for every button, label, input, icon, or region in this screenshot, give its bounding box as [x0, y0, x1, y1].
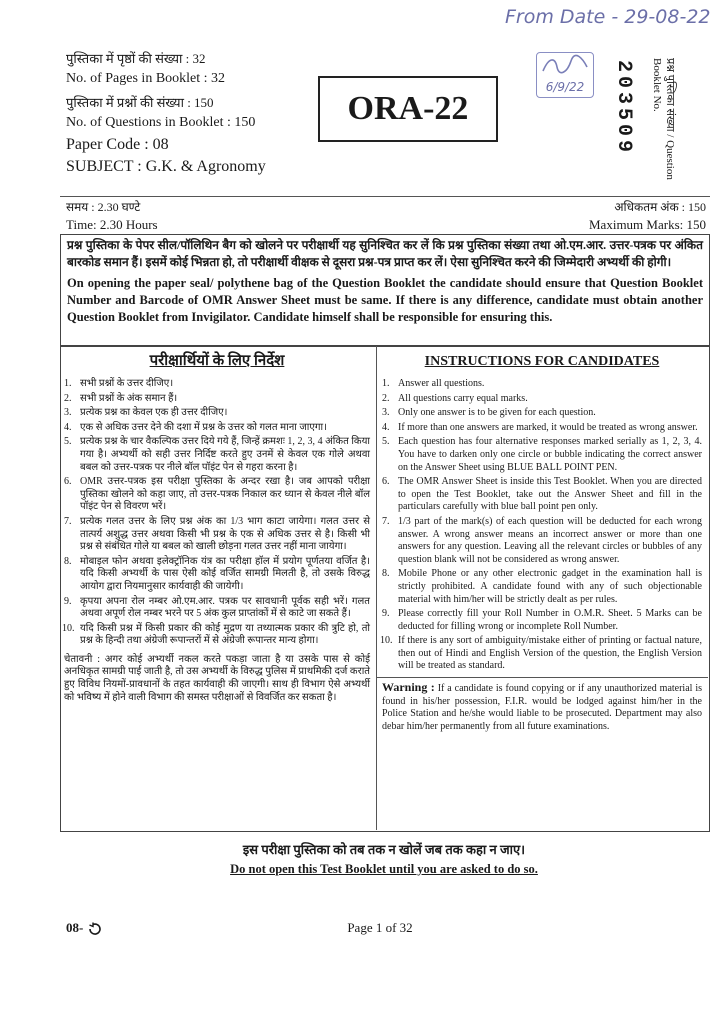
english-item-5: 5. Each question has four alternative responses marked serially as 1, 2, 3, 4. You have to darken only one circle or bubble indicating the correct answer on the Answer Sheet using BLUE BALL POINT PEN. — [382, 436, 702, 473]
hindi-instructions-list — [64, 378, 370, 648]
english-item-1: 1. Answer all questions. — [382, 378, 485, 389]
handwritten-date-note: From Date - 29-08-22 — [505, 6, 711, 28]
marks-hindi: अधिकतम अंक : 150 — [614, 200, 706, 214]
notice-box — [60, 234, 710, 346]
english-warning-rule — [376, 677, 708, 678]
english-item-3: 3. Only one answer is to be given for each question. — [382, 407, 596, 419]
booklet-code-box: ORA-22 — [318, 76, 498, 142]
bottom-paper-code: 08- — [66, 920, 103, 936]
english-item-9: 9. Please correctly fill your Roll Number in O.M.R. Sheet. 5 Marks can be deducted for filling wrong or incomplete Roll Number. — [382, 608, 702, 632]
questions-hindi: पुस्तिका में प्रश्नों की संख्या : 150 — [66, 95, 214, 110]
english-item-6: 6. The OMR Answer Sheet is inside this Test Booklet. When you are directed to open the Test Booklet, take out the Answer Sheet and fill in the particulars carefully with blue ball point pen only. — [382, 476, 702, 513]
english-item-8: 8. Mobile Phone or any other electronic gadget in the examination hall is strictly prohibited. A candidate found with any of such objectionable material with him/her will be strictly dealt as per rules. — [382, 568, 702, 605]
english-instructions-list — [382, 378, 702, 673]
hindi-instructions-column — [64, 350, 370, 704]
hindi-item-2: 2. सभी प्रश्नों के अंक समान हैं। — [64, 392, 178, 404]
hindi-item-8: 8. मोबाइल फोन अथवा इलेक्ट्रॉनिक यंत्र का परीक्षा हॉल में प्रयोग पूर्णतया वर्जित है। यदि किसी अभ्यर्थी के पास ऐसी कोई वर्जित सामग्री मिलती है, तो उसके विरुद्ध आयोग द्वारा नियमानुसार कार्यवाही की जायेगी। — [64, 555, 370, 592]
review-stamp — [536, 52, 594, 98]
instructions-divider — [376, 346, 377, 830]
questions-english: No. of Questions in Booklet : 150 — [66, 115, 256, 130]
hindi-warning: चेतावनी : अगर कोई अभ्यर्थी नकल करते पकड़ा जाता है या उसके पास से कोई अनधिकृत सामग्री पाई जाती है, तो उस अभ्यर्थी के विरुद्ध पुलिस में प्राथमिकी दर्ज कराते हुए विविध नियमों-प्रावधानों के तहत कार्यवाही की जाएगी। साथ ही विभाग ऐसे अभ्यर्थी को भविष्य में होने वाली विभाग की समस्त परीक्षाओं से विवर्जित कर सकता है। — [64, 653, 370, 703]
marks-english: Maximum Marks: 150 — [589, 217, 706, 232]
footer-english: Do not open this Test Booklet until you are asked to do so. — [230, 862, 538, 876]
subject: SUBJECT : G.K. & Agronomy — [66, 158, 266, 175]
stamp-date: 6/9/22 — [545, 80, 585, 94]
signature-icon — [537, 53, 593, 77]
english-item-7: 7. 1/3 part of the mark(s) of each question will be deducted for each wrong answer. A wrong answer means an incorrect answer or more than one answers for any question. Leaving all the relevant circles or bubbles of any question blank will not be considered as wrong answer. — [382, 515, 702, 565]
english-instructions-column — [382, 350, 702, 733]
hindi-item-5: 5. प्रत्येक प्रश्न के चार वैकल्पिक उत्तर दिये गये हैं, जिन्हें क्रमशः 1, 2, 3, 4 अंकित किया गया है। अभ्यर्थी को सही उत्तर निर्दिष्ट करते हुए उनमें से केवल एक गोले अथवा बबल को उत्तर-पत्रक पर नीले बॉल पॉइंट पेन से गहरा करना है। — [64, 436, 370, 473]
hindi-item-7: 7. प्रत्येक गलत उत्तर के लिए प्रश्न अंक का 1/3 भाग काटा जायेगा। गलत उत्तर से तात्पर्य अशुद्ध उत्तर अथवा किसी भी प्रश्न के एक से अधिक उत्तर से है। किसी भी प्रश्न से संबंधित गोले या बबल को खाली छोड़ना गलत उत्तर नहीं माना जायेगा। — [64, 515, 370, 553]
hindi-item-4: 4. एक से अधिक उत्तर देने की दशा में प्रश्न के उत्तर को गलत माना जाएगा। — [64, 421, 327, 433]
notice-english: On opening the paper seal/ polythene bag of the Question Booklet the candidate should ensure that Question Booklet Number and Barcode of OMR Answer Sheet must be same. If there is any difference, candidate must obtain another Question Booklet from Invigilator. Candidate himself shall be responsible for ensuring this. — [67, 276, 703, 324]
hindi-item-10: 10. यदि किसी प्रश्न में किसी प्रकार की कोई मुद्रण या तथ्यात्मक प्रकार की त्रुटि हो, तो प्रश्न के हिन्दी तथा अंग्रेजी रूपान्तरों में से अंग्रेजी रूपान्तर मान्य होगा। — [62, 622, 370, 647]
page-number: Page 1 of 32 — [347, 920, 413, 935]
paper-code: Paper Code : 08 — [66, 136, 169, 153]
hindi-item-9: 9. कृपया अपना रोल नम्बर ओ.एम.आर. पत्रक पर सावधानी पूर्वक सही भरें। गलत अथवा अपूर्ण रोल नम्बर भरने पर 5 अंक कुल प्राप्तांकों में से काटे जा सकते हैं। — [64, 595, 370, 620]
booklet-serial-number: 203509 — [612, 60, 635, 157]
hindi-instructions-title: परीक्षार्थियों के लिए निर्देश — [149, 353, 285, 369]
hindi-item-1: 1. सभी प्रश्नों के उत्तर दीजिए। — [64, 378, 174, 389]
hindi-item-3: 3. प्रत्येक प्रश्न का केवल एक ही उत्तर दीजिए। — [64, 407, 228, 419]
english-item-10: 10. If there is any sort of ambiguity/mistake either of printing or factual nature, then out of Hindi and English Version of the question, the English Version will be treated as standard. — [380, 635, 702, 672]
english-instructions-title: INSTRUCTIONS FOR CANDIDATES — [424, 354, 660, 369]
time-english: Time: 2.30 Hours — [66, 217, 158, 232]
hindi-item-6: 6. OMR उत्तर-पत्रक इस परीक्षा पुस्तिका के अन्दर रखा है। जब आपको परीक्षा पुस्तिका खोलने को कहा जाए, तो उत्तर-पत्रक निकाल कर ध्यान से केवल नीले बॉल पॉइंट पेन से विवरण भरें। — [64, 476, 370, 513]
time-hindi: समय : 2.30 घण्टे — [66, 200, 141, 214]
pages-hindi: पुस्तिका में पृष्ठों की संख्या : 32 — [66, 51, 206, 66]
english-item-2: 2. All questions carry equal marks. — [382, 392, 528, 404]
top-rule — [60, 196, 710, 197]
english-warning-label: Warning : — [382, 680, 435, 695]
english-item-4: 4. If more than one answers are marked, it would be treated as wrong answer. — [382, 421, 698, 433]
notice-hindi: प्रश्न पुस्तिका के पेपर सील/पॉलिथिन बैग को खोलने पर परीक्षार्थी यह सुनिश्चित कर लें कि प्रश्न पुस्तिका संख्या तथा ओ.एम.आर. उत्तर-पत्रक पर अंकित बारकोड समान हैं। इसमें कोई भिन्नता हो, तो परीक्षार्थी वीक्षक से दूसरा प्रश्न-पत्र प्राप्त कर लें। ऐसा सुनिश्चित करने की जिम्मेदारी अभ्यर्थी की होगी। — [67, 238, 703, 269]
booklet-number-label: प्रश्न पुस्तिका संख्या / Question Booklet No. — [651, 58, 676, 180]
footer-hindi: इस परीक्षा पुस्तिका को तब तक न खोलें जब तक कहा न जाए। — [242, 842, 526, 857]
booklet-meta — [66, 50, 326, 176]
english-warning: Warning : If a candidate is found copying or if any unauthorized material is found in his/her possession, F.I.R. would be lodged against him/her in the Police Station and he/she would liable to be prosecuted. Department may also debar him/her permanently from all future examinations. — [382, 680, 703, 732]
pages-english: No. of Pages in Booklet : 32 — [66, 71, 226, 86]
